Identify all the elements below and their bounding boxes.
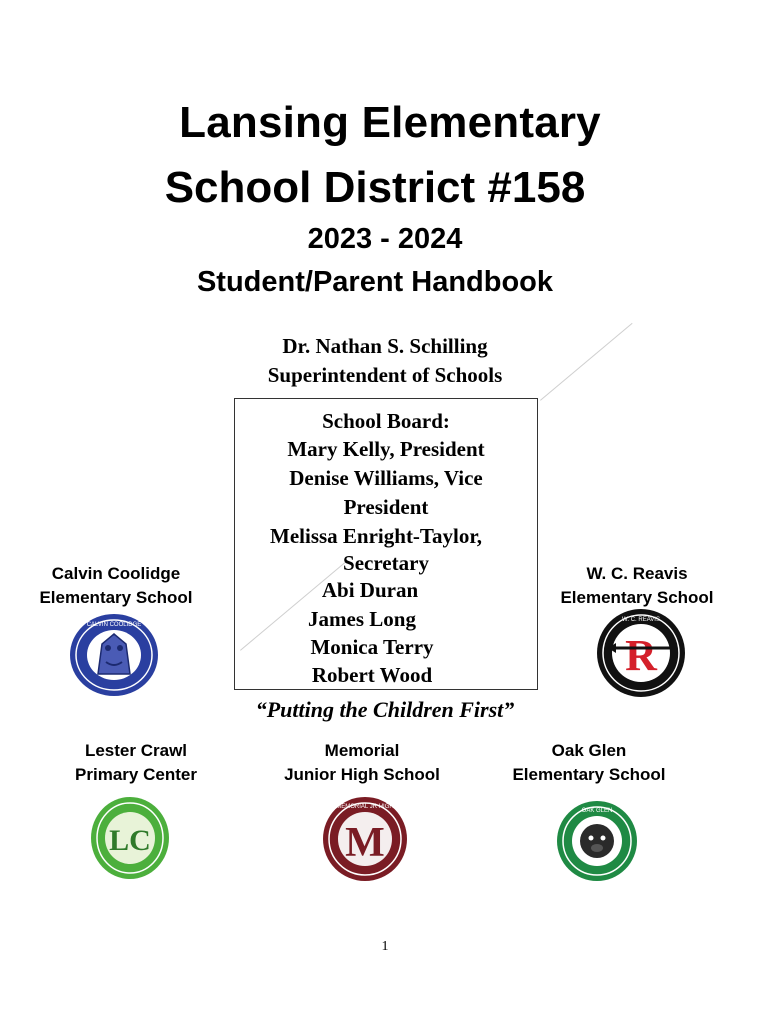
board-member: Secretary <box>343 551 429 575</box>
page-number: 1 <box>381 939 389 954</box>
svg-text:R: R <box>625 631 657 680</box>
oakglen-school-logo <box>556 800 638 882</box>
school-name-oakglen: Oak Glen Elementary School <box>512 741 666 784</box>
school-year: 2023 - 2024 <box>307 223 463 255</box>
board-member: Abi Duran <box>321 578 419 602</box>
school-board-box <box>234 398 538 690</box>
title-line-2: School District #158 <box>164 163 586 212</box>
board-member: Robert Wood <box>311 663 433 687</box>
svg-text:W. C. REAVIS: W. C. REAVIS <box>622 617 660 623</box>
coolidge-school-logo <box>68 612 160 698</box>
reavis-school-logo <box>596 608 686 698</box>
district-motto: “Putting the Children First” <box>255 697 515 722</box>
board-member: Mary Kelly, President <box>287 437 485 461</box>
board-member: Denise Williams, Vice <box>289 466 483 490</box>
handbook-title: Student/Parent Handbook <box>196 266 554 298</box>
school-name-crawl: Lester Crawl Primary Center <box>75 741 197 784</box>
board-member: Melissa Enright-Taylor, <box>270 524 482 548</box>
school-name-reavis: W. C. Reavis Elementary School <box>560 564 714 607</box>
school-name-coolidge: Calvin Coolidge Elementary School <box>39 564 193 607</box>
memorial-school-logo <box>322 796 408 882</box>
superintendent-title: Superintendent of Schools <box>267 363 503 387</box>
svg-text:LC: LC <box>109 824 151 857</box>
title-line-1: Lansing Elementary <box>179 98 601 147</box>
svg-text:M: M <box>345 820 385 866</box>
svg-text:CALVIN COOLIDGE: CALVIN COOLIDGE <box>86 622 142 628</box>
svg-text:OAK GLEN: OAK GLEN <box>581 808 613 814</box>
superintendent-name: Dr. Nathan S. Schilling <box>282 334 488 358</box>
board-member: James Long <box>308 607 416 631</box>
board-member: Monica Terry <box>310 635 434 659</box>
board-heading: School Board: <box>322 409 450 433</box>
school-name-memorial: Memorial Junior High School <box>284 741 440 784</box>
board-member: President <box>343 495 429 519</box>
crawl-school-logo <box>90 796 170 880</box>
svg-text:MEMORIAL JR HIGH: MEMORIAL JR HIGH <box>336 804 394 810</box>
